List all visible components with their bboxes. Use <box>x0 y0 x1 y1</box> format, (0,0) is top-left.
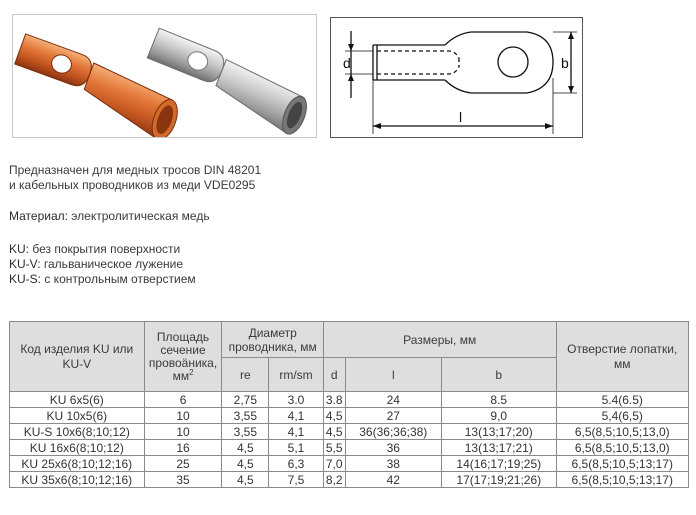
header-area-sup: 2 <box>189 367 194 377</box>
description-line-2: и кабельных проводников из меди VDE0295 <box>9 178 256 192</box>
description <box>9 163 261 193</box>
cell-d: 5,5 <box>323 440 345 456</box>
variant-text: гальваническое лужение <box>40 257 184 271</box>
cell-code: KU 10x5(6) <box>10 408 145 424</box>
cell-d: 8,2 <box>323 472 345 488</box>
cell-code: KU 25x6(8;10;12;16) <box>10 456 145 472</box>
variant-text: с контрольным отверстием <box>41 272 196 286</box>
variant-ku-v <box>9 257 196 272</box>
cell-b: 9,0 <box>442 408 556 424</box>
table-row <box>10 472 689 488</box>
dimension-l-label: l <box>459 109 463 125</box>
header-re: re <box>222 358 269 392</box>
variant-text: без покрытия поверхности <box>29 242 181 256</box>
variants-list <box>9 242 196 287</box>
cell-area: 35 <box>144 472 222 488</box>
header-hole: Отверстие лопатки, мм <box>556 322 689 392</box>
cell-code: KU-S 10x6(8;10;12) <box>10 424 145 440</box>
material-label: Материал: <box>9 209 68 223</box>
cell-hole: 6,5(8,5;10,5;13;17) <box>556 472 689 488</box>
cell-area: 16 <box>144 440 222 456</box>
cell-area: 10 <box>144 408 222 424</box>
cell-l: 36(36;36;38) <box>345 424 441 440</box>
cell-d: 7,0 <box>323 456 345 472</box>
table-row <box>10 392 689 408</box>
cell-l: 36 <box>345 440 441 456</box>
table-row <box>10 456 689 472</box>
cell-l: 42 <box>345 472 441 488</box>
cell-re: 3,55 <box>222 424 269 440</box>
variant-code: KU-V: <box>9 257 41 271</box>
cell-re: 4,5 <box>222 456 269 472</box>
cell-code: KU 16x6(8;10;12) <box>10 440 145 456</box>
table-row <box>10 440 689 456</box>
header-b: b <box>442 358 556 392</box>
cell-l: 24 <box>345 392 441 408</box>
cell-code: KU 6x5(6) <box>10 392 145 408</box>
dimension-b-label: b <box>561 55 569 71</box>
cell-b: 13(13;17;21) <box>442 440 556 456</box>
material-line <box>9 209 210 224</box>
cell-d: 4,5 <box>323 408 345 424</box>
cell-rmsm: 5,1 <box>269 440 324 456</box>
header-rmsm: rm/sm <box>269 358 324 392</box>
cell-b: 14(16;17;19;25) <box>442 456 556 472</box>
technical-drawing <box>330 17 583 138</box>
cell-hole: 6,5(8,5;10,5;13,0) <box>556 424 689 440</box>
header-sizes: Размеры, мм <box>323 322 556 358</box>
cell-rmsm: 7,5 <box>269 472 324 488</box>
cell-code: KU 35x6(8;10;12;16) <box>10 472 145 488</box>
cell-area: 25 <box>144 456 222 472</box>
cell-d: 4,5 <box>323 424 345 440</box>
cell-area: 6 <box>144 392 222 408</box>
cell-re: 4,5 <box>222 472 269 488</box>
table-row <box>10 408 689 424</box>
cell-re: 2,75 <box>222 392 269 408</box>
header-d: d <box>323 358 345 392</box>
product-photo <box>12 14 317 138</box>
description-line-1: Предназначен для медных тросов DIN 48201 <box>9 163 262 177</box>
header-l: l <box>345 358 441 392</box>
variant-code: KU: <box>9 242 30 256</box>
cell-b: 8.5 <box>442 392 556 408</box>
variant-ku <box>9 242 196 257</box>
cell-hole: 6,5(8,5;10,5;13;17) <box>556 456 689 472</box>
header-area-text: Площадь сечение провоäника, мм <box>148 329 218 383</box>
cell-rmsm: 4,1 <box>269 424 324 440</box>
cell-hole: 6,5(8,5;10,5;13,0) <box>556 440 689 456</box>
spec-table <box>9 321 689 488</box>
cable-lugs-image <box>13 15 317 138</box>
dimension-d-label: d <box>343 55 351 71</box>
header-diameter: Диаметр проводника, мм <box>222 322 323 358</box>
cell-re: 4,5 <box>222 440 269 456</box>
cell-area: 10 <box>144 424 222 440</box>
cell-rmsm: 6,3 <box>269 456 324 472</box>
variant-ku-s <box>9 272 196 287</box>
header-area <box>144 322 222 392</box>
material-value: электролитическая медь <box>67 209 210 223</box>
lug-dimension-drawing <box>331 18 584 139</box>
variant-code: KU-S: <box>9 272 42 286</box>
cell-re: 3,55 <box>222 408 269 424</box>
table-row <box>10 424 689 440</box>
cell-hole: 5,4(6,5) <box>556 408 689 424</box>
cell-b: 13(13;17;20) <box>442 424 556 440</box>
cell-rmsm: 4,1 <box>269 408 324 424</box>
cell-l: 38 <box>345 456 441 472</box>
cell-rmsm: 3.0 <box>269 392 324 408</box>
header-code: Код изделия KU или KU-V <box>10 322 145 392</box>
cell-d: 3.8 <box>323 392 345 408</box>
cell-l: 27 <box>345 408 441 424</box>
cell-hole: 5.4(6.5) <box>556 392 689 408</box>
cell-b: 17(17;19;21;26) <box>442 472 556 488</box>
